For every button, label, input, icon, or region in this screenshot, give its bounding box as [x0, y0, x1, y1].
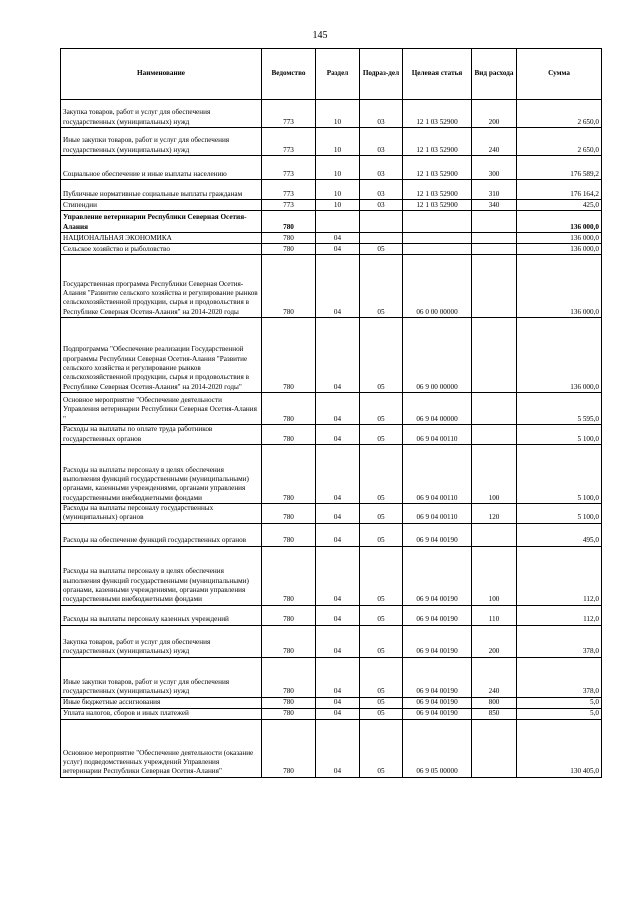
table-row [61, 425, 602, 445]
cell-sum: 5 100,0 [517, 425, 602, 445]
cell-stat: 06 9 04 00110 [403, 445, 472, 504]
cell-raz: 04 [316, 719, 360, 777]
cell-ved: 780 [262, 318, 316, 393]
cell-sum: 5,0 [517, 697, 602, 708]
cell-raz: 10 [316, 156, 360, 180]
cell-vid [472, 318, 517, 393]
cell-vid [472, 425, 517, 445]
cell-ved: 780 [262, 504, 316, 524]
cell-stat: 12 1 03 52900 [403, 156, 472, 180]
cell-pod: 05 [360, 504, 403, 524]
cell-stat: 12 1 03 52900 [403, 180, 472, 200]
cell-raz: 04 [316, 546, 360, 605]
cell-name: Расходы на обеспечение функций государственных органов [61, 523, 262, 546]
cell-name: Иные бюджетные ассигнования [61, 697, 262, 708]
cell-raz: 04 [316, 625, 360, 657]
cell-ved: 773 [262, 180, 316, 200]
cell-sum: 495,0 [517, 523, 602, 546]
cell-vid [472, 719, 517, 777]
table-row [61, 504, 602, 524]
cell-raz: 10 [316, 180, 360, 200]
cell-raz: 04 [316, 425, 360, 445]
cell-ved: 780 [262, 393, 316, 425]
cell-vid: 200 [472, 625, 517, 657]
table-header-row [61, 49, 602, 100]
cell-vid: 340 [472, 200, 517, 211]
cell-ved: 780 [262, 255, 316, 318]
cell-name: Иные закупки товаров, работ и услуг для обеспечения государственных (муниципальных) нужд [61, 128, 262, 156]
cell-pod [360, 233, 403, 244]
cell-raz: 04 [316, 605, 360, 625]
cell-ved: 780 [262, 719, 316, 777]
cell-raz: 04 [316, 697, 360, 708]
cell-raz: 10 [316, 128, 360, 156]
cell-stat [403, 244, 472, 255]
header-podrazdel: Подраз-дел [360, 49, 403, 100]
cell-name: Закупка товаров, работ и услуг для обеспечения государственных (муниципальных) нужд [61, 100, 262, 128]
cell-pod: 03 [360, 156, 403, 180]
cell-stat: 06 9 04 00190 [403, 657, 472, 697]
cell-sum: 5 595,0 [517, 393, 602, 425]
cell-pod: 05 [360, 425, 403, 445]
cell-raz: 04 [316, 255, 360, 318]
cell-ved: 780 [262, 697, 316, 708]
cell-ved: 780 [262, 657, 316, 697]
cell-pod: 05 [360, 697, 403, 708]
cell-stat: 06 9 04 00190 [403, 697, 472, 708]
cell-sum: 2 650,0 [517, 100, 602, 128]
cell-sum: 136 000,0 [517, 244, 602, 255]
cell-raz: 10 [316, 200, 360, 211]
cell-name: Сельское хозяйство и рыболовство [61, 244, 262, 255]
table-row [61, 318, 602, 393]
cell-ved: 780 [262, 425, 316, 445]
cell-name: Основное мероприятие "Обеспечение деятельности Управления ветеринарии Республики Северная Осетия-Алания " [61, 393, 262, 425]
cell-pod: 03 [360, 180, 403, 200]
table-row [61, 719, 602, 777]
table-row [61, 697, 602, 708]
cell-sum: 112,0 [517, 605, 602, 625]
cell-name: Расходы на выплаты персоналу казенных учреждений [61, 605, 262, 625]
cell-stat: 06 9 04 00110 [403, 504, 472, 524]
cell-sum: 136 000,0 [517, 233, 602, 244]
cell-stat [403, 233, 472, 244]
table-row [61, 445, 602, 504]
cell-pod: 05 [360, 393, 403, 425]
header-summa: Сумма [517, 49, 602, 100]
cell-pod: 03 [360, 100, 403, 128]
cell-sum: 425,0 [517, 200, 602, 211]
cell-ved: 780 [262, 625, 316, 657]
cell-sum: 176 589,2 [517, 156, 602, 180]
cell-name: Расходы на выплаты персоналу в целях обеспечения выполнения функций государственными (муниципальными) органами, казенными учреждениями, органами управления государственными внебюджетными фондами [61, 546, 262, 605]
cell-pod: 05 [360, 244, 403, 255]
cell-raz: 10 [316, 100, 360, 128]
table-row [61, 605, 602, 625]
cell-vid: 850 [472, 708, 517, 719]
cell-sum: 5,0 [517, 708, 602, 719]
table-row [61, 180, 602, 200]
cell-raz: 04 [316, 244, 360, 255]
cell-stat: 12 1 03 52900 [403, 128, 472, 156]
cell-ved: 780 [262, 445, 316, 504]
cell-stat: 06 9 00 00000 [403, 318, 472, 393]
header-razdel: Раздел [316, 49, 360, 100]
cell-stat [403, 211, 472, 233]
cell-name: Государственная программа Республики Северная Осетия-Алания "Развитие сельского хозяйства и регулирование рынков сельскохозяйственной продукции, сырья и продовольствия в Республике Северная Осетия-Алания" на 2014-2020 годы [61, 255, 262, 318]
cell-stat: 06 9 04 00190 [403, 625, 472, 657]
cell-ved: 780 [262, 233, 316, 244]
cell-raz: 04 [316, 708, 360, 719]
cell-name: Публичные нормативные социальные выплаты гражданам [61, 180, 262, 200]
cell-name: Уплата налогов, сборов и иных платежей [61, 708, 262, 719]
cell-sum: 136 000,0 [517, 255, 602, 318]
cell-stat: 06 9 05 00000 [403, 719, 472, 777]
budget-table [60, 48, 602, 778]
header-statya: Целевая статья [403, 49, 472, 100]
table-row [61, 211, 602, 233]
cell-ved: 773 [262, 156, 316, 180]
cell-vid [472, 233, 517, 244]
table-body [61, 100, 602, 778]
cell-raz: 04 [316, 393, 360, 425]
cell-ved: 780 [262, 546, 316, 605]
cell-sum: 2 650,0 [517, 128, 602, 156]
cell-pod: 05 [360, 657, 403, 697]
cell-name: Закупка товаров, работ и услуг для обеспечения государственных (муниципальных) нужд [61, 625, 262, 657]
cell-vid: 120 [472, 504, 517, 524]
table-row [61, 657, 602, 697]
cell-pod: 05 [360, 445, 403, 504]
cell-raz: 04 [316, 445, 360, 504]
table-row [61, 523, 602, 546]
cell-name: Расходы на выплаты персоналу в целях обеспечения выполнения функций государственными (муниципальными) органами, казенными учреждениями, органами управления государственными внебюджетными фондами [61, 445, 262, 504]
cell-pod: 03 [360, 128, 403, 156]
cell-stat: 12 1 03 52900 [403, 100, 472, 128]
cell-pod: 05 [360, 625, 403, 657]
cell-vid: 110 [472, 605, 517, 625]
cell-name: Расходы на выплаты по оплате труда работников государственных органов [61, 425, 262, 445]
cell-pod: 03 [360, 200, 403, 211]
cell-name: Социальное обеспечение и иные выплаты населению [61, 156, 262, 180]
cell-raz: 04 [316, 318, 360, 393]
table-row [61, 200, 602, 211]
cell-name: НАЦИОНАЛЬНАЯ ЭКОНОМИКА [61, 233, 262, 244]
cell-sum: 136 000,0 [517, 211, 602, 233]
table-row [61, 244, 602, 255]
cell-pod: 05 [360, 708, 403, 719]
cell-ved: 780 [262, 244, 316, 255]
cell-ved: 773 [262, 128, 316, 156]
cell-vid: 100 [472, 445, 517, 504]
cell-vid [472, 211, 517, 233]
cell-raz: 04 [316, 504, 360, 524]
header-name: Наименование [61, 49, 262, 100]
table-row [61, 546, 602, 605]
cell-sum: 176 164,2 [517, 180, 602, 200]
cell-name: Управление ветеринарии Республики Северная Осетия-Алания [61, 211, 262, 233]
cell-vid [472, 255, 517, 318]
cell-vid: 240 [472, 128, 517, 156]
cell-name: Подпрограмма "Обеспечение реализации Государственной программы Республики Северная Осетия-Алания "Развитие сельского хозяйства и регулирование рынков сельскохозяйственной продукции, сырья и продовольствия в Республике Северная Осетия-Алания" на 2014-2020 годы" [61, 318, 262, 393]
header-vid: Вид расхода [472, 49, 517, 100]
cell-pod [360, 211, 403, 233]
table-row [61, 233, 602, 244]
cell-vid [472, 393, 517, 425]
cell-sum: 378,0 [517, 625, 602, 657]
cell-sum: 130 405,0 [517, 719, 602, 777]
cell-stat: 12 1 03 52900 [403, 200, 472, 211]
cell-vid: 310 [472, 180, 517, 200]
cell-ved: 780 [262, 605, 316, 625]
cell-ved: 773 [262, 200, 316, 211]
cell-name: Расходы на выплаты персоналу государственных (муниципальных) органов [61, 504, 262, 524]
cell-pod: 05 [360, 255, 403, 318]
cell-ved: 780 [262, 708, 316, 719]
table-row [61, 393, 602, 425]
cell-ved: 780 [262, 211, 316, 233]
cell-name: Иные закупки товаров, работ и услуг для обеспечения государственных (муниципальных) нужд [61, 657, 262, 697]
cell-stat: 06 0 00 00000 [403, 255, 472, 318]
cell-sum: 5 100,0 [517, 445, 602, 504]
cell-raz [316, 211, 360, 233]
cell-raz: 04 [316, 657, 360, 697]
cell-stat: 06 9 04 00000 [403, 393, 472, 425]
cell-vid: 800 [472, 697, 517, 708]
cell-stat: 06 9 04 00190 [403, 605, 472, 625]
table-row [61, 625, 602, 657]
cell-ved: 773 [262, 100, 316, 128]
cell-name: Основное мероприятие "Обеспечение деятельности (оказание услуг) подведомственных учреждений Управления ветеринарии Республики Северная Осетия-Алания" [61, 719, 262, 777]
cell-stat: 06 9 04 00110 [403, 425, 472, 445]
table-row [61, 128, 602, 156]
cell-raz: 04 [316, 523, 360, 546]
cell-stat: 06 9 04 00190 [403, 708, 472, 719]
cell-sum: 378,0 [517, 657, 602, 697]
page-number: 145 [312, 30, 328, 41]
cell-vid: 200 [472, 100, 517, 128]
table-row [61, 708, 602, 719]
cell-ved: 780 [262, 523, 316, 546]
cell-pod: 05 [360, 523, 403, 546]
cell-vid: 240 [472, 657, 517, 697]
cell-sum: 112,0 [517, 546, 602, 605]
cell-stat: 06 9 04 00190 [403, 523, 472, 546]
cell-pod: 05 [360, 605, 403, 625]
cell-sum: 136 000,0 [517, 318, 602, 393]
table-row [61, 255, 602, 318]
cell-vid [472, 523, 517, 546]
cell-pod: 05 [360, 719, 403, 777]
cell-name: Стипендии [61, 200, 262, 211]
cell-vid [472, 244, 517, 255]
cell-pod: 05 [360, 318, 403, 393]
cell-sum: 5 100,0 [517, 504, 602, 524]
cell-pod: 05 [360, 546, 403, 605]
header-vedomstvo: Ведомство [262, 49, 316, 100]
cell-vid: 100 [472, 546, 517, 605]
table-row [61, 156, 602, 180]
cell-raz: 04 [316, 233, 360, 244]
cell-stat: 06 9 04 00190 [403, 546, 472, 605]
table-row [61, 100, 602, 128]
cell-vid: 300 [472, 156, 517, 180]
